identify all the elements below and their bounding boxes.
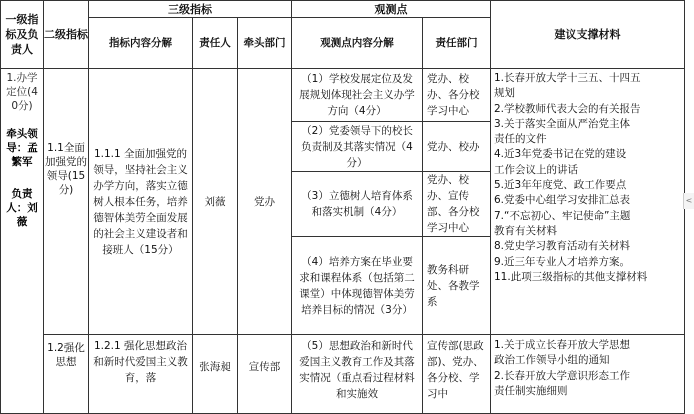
observation-4: （4）培养方案在毕业要求和课程体系（包括第二课堂）中体现德智体美劳培养目标的情况（3分） — [292, 237, 423, 335]
lead-dept-2: 宣传部 — [238, 335, 292, 414]
content-cell-1-2-1: 1.2.1 强化思想政治和新时代爱国主义教育，落 — [89, 335, 193, 414]
material-line: 6.党委中心组学习安排汇总表 — [494, 194, 631, 207]
header-obs-breakdown: 观测点内容分解 — [292, 18, 423, 69]
materials-cell-2 — [491, 335, 685, 414]
material-line: 2.学校教师代表大会的有关报告 — [494, 102, 641, 115]
observation-2: （2）党委领导下的校长负责制及其落实情况（4分） — [292, 122, 423, 172]
table-row — [1, 335, 685, 414]
header-responsible-person: 责任人 — [193, 18, 238, 69]
level1-text: 1.办学定位(40分) — [6, 72, 38, 112]
material-line: 7.“不忘初心、牢记使命”主题 — [494, 209, 631, 222]
responsible-person-2: 张海昶 — [193, 335, 238, 414]
responsible-person-1: 刘薇 — [193, 69, 238, 335]
owner: 负责人：刘薇 — [6, 188, 38, 228]
obs-dept-4: 教务科研处、各教学系 — [423, 237, 491, 335]
level1-cell — [1, 69, 44, 414]
level2-cell-1-2: 1.2强化思想 — [44, 335, 89, 414]
observation-5: （5）思想政治和新时代爱国主义教育工作及其落实情况（重点看过程材料和实施效 — [292, 335, 423, 414]
collapse-handle[interactable]: < — [683, 193, 694, 209]
header-content-breakdown: 指标内容分解 — [89, 18, 193, 69]
observation-3: （3）立德树人培育体系和落实机制（4分） — [292, 172, 423, 237]
material-line: 2.长春开放大学意识形态工作 — [494, 369, 631, 382]
material-line: 1.关于成立长春开放大学思想 — [494, 339, 631, 351]
observation-1: （1）学校发展定位及发展规划体现社会主义办学方向（4分） — [292, 69, 423, 122]
material-line: 8.党史学习教育活动有关材料 — [494, 240, 631, 253]
level2-cell-1-1: 1.1全面加强党的领导(15分) — [44, 69, 89, 335]
lead-dept-1: 党办 — [238, 69, 292, 335]
material-line: 9.近三年专业人才培养方案。 — [494, 255, 631, 268]
header-level3-group: 三级指标 — [89, 1, 292, 18]
lead-leader: 牵头领导：孟繁军 — [6, 128, 38, 168]
header-materials: 建议支撑材料 — [491, 1, 685, 69]
header-resp-dept: 责任部门 — [423, 18, 491, 69]
header-level2: 二级指标 — [44, 1, 89, 69]
material-line: 工作会议上的讲话 — [494, 163, 578, 176]
material-line: 责任制实施细则 — [494, 384, 568, 397]
header-observation-group: 观测点 — [292, 1, 491, 18]
obs-dept-2: 党办、校办 — [423, 122, 491, 172]
obs-dept-3: 党办、校办、宣传部、各分校学习中心 — [423, 172, 491, 237]
material-line: 3.关于落实全面从严治党主体 — [494, 117, 631, 130]
material-line: 教育有关材料 — [494, 224, 557, 237]
content-cell-1-1-1: 1.1.1 全面加强党的领导，坚持社会主义办学方向，落实立德树人根本任务，培养德智体美劳全面发展的社会主义建设者和接班人（15分） — [89, 69, 193, 335]
material-line: 1.长春开放大学十三五、十四五 — [494, 72, 641, 84]
material-line: 政治工作领导小组的通知 — [494, 354, 610, 367]
obs-dept-5: 宣传部(思政部)、党办、各分校、学习中 — [423, 335, 491, 414]
material-line: 4.近3年党委书记在党的建设 — [494, 148, 627, 161]
material-line: 责任的文件 — [494, 133, 547, 146]
materials-cell-1 — [491, 69, 685, 335]
header-lead-dept: 牵头部门 — [238, 18, 292, 69]
table-row — [1, 69, 685, 122]
material-line: 5.近3年年度党、政工作要点 — [494, 179, 627, 192]
material-line: 规划 — [494, 87, 515, 100]
header-level1: 一级指标及负责人 — [1, 1, 44, 69]
obs-dept-1: 党办、校办、各分校学习中心 — [423, 69, 491, 122]
header-row-top — [1, 1, 685, 18]
material-line: 11.此项三级指标的其他支撑材料 — [494, 270, 648, 283]
